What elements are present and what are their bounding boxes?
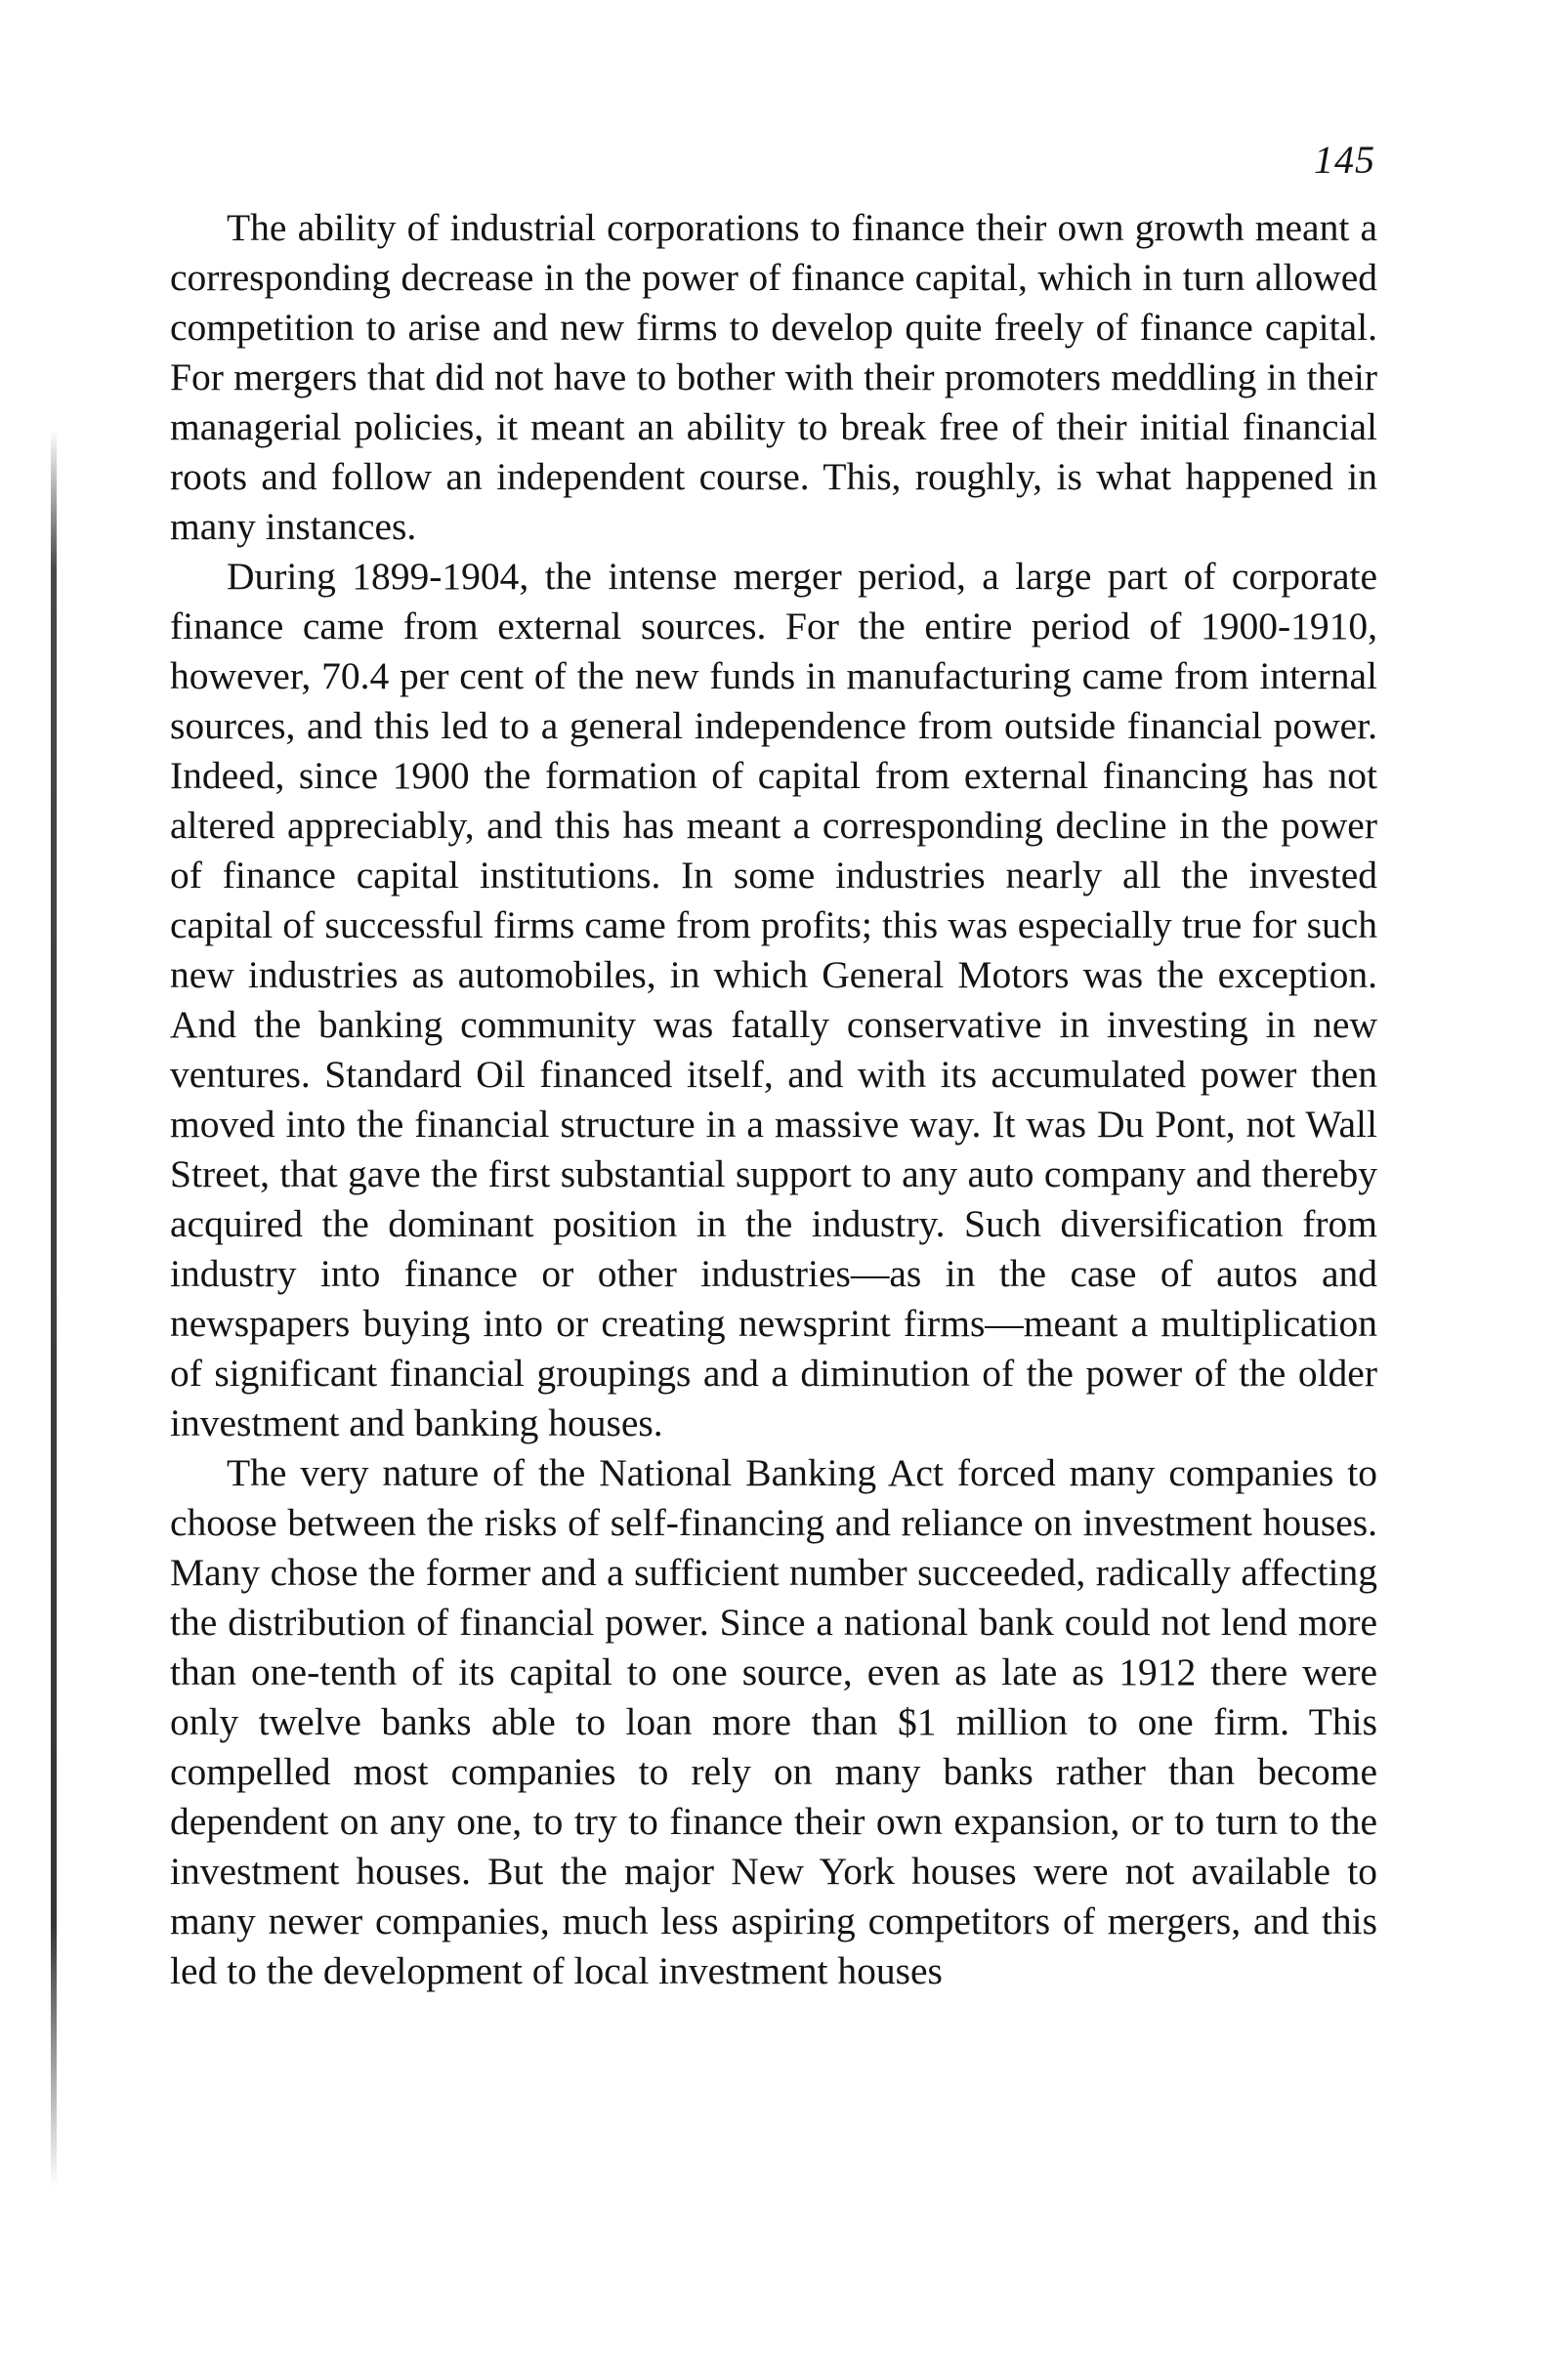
body-text bbox=[170, 203, 1377, 1996]
paragraph-2: During 1899-1904, the intense merger period, a large part of corporate finance came from external sources. For the entire period of 1900-1910, however, 70.4 per cent of the new funds in manufacturing came from internal sources, and this led to a general independence from outside financial power. Indeed, since 1900 the formation of capital from external financing has not altered appreciably, and this has meant a corresponding decline in the power of finance capital institutions. In some industries nearly all the invested capital of successful firms came from profits; this was especially true for such new industries as automobiles, in which General Motors was the exception. And the banking community was fatally conservative in investing in new ventures. Standard Oil financed itself, and with its accumulated power then moved into the financial structure in a massive way. It was Du Pont, not Wall Street, that gave the first substantial support to any auto company and thereby acquired the dominant position in the industry. Such diversification from industry into finance or other industries—as in the case of autos and newspapers buying into or creating newsprint firms—meant a multiplication of significant financial groupings and a diminution of the power of the older investment and banking houses. bbox=[170, 555, 1377, 1444]
page-number: 145 bbox=[1314, 138, 1375, 182]
binding-shadow bbox=[51, 430, 57, 2188]
paragraph-3: The very nature of the National Banking Act forced many companies to choose between the risks of self-financing and reliance on investment houses. Many chose the former and a sufficient number succeeded, radically affecting the distribution of financial power. Since a national bank could not lend more than one-tenth of its capital to one source, even as late as 1912 there were only twelve banks able to loan more than $1 million to one firm. This compelled most companies to rely on many banks rather than become dependent on any one, to try to finance their own expansion, or to turn to the investment houses. But the major New York houses were not available to many newer companies, much less aspiring competitors of mergers, and this led to the development of local investment houses bbox=[170, 1451, 1377, 1992]
paragraph-1: The ability of industrial corporations to finance their own growth meant a corresponding decrease in the power of finance capital, which in turn allowed competition to arise and new firms to develop quite freely of finance capital. For mergers that did not have to bother with their promoters meddling in their managerial policies, it meant an ability to break free of their initial financial roots and follow an independent course. This, roughly, is what happened in many instances. bbox=[170, 206, 1377, 548]
